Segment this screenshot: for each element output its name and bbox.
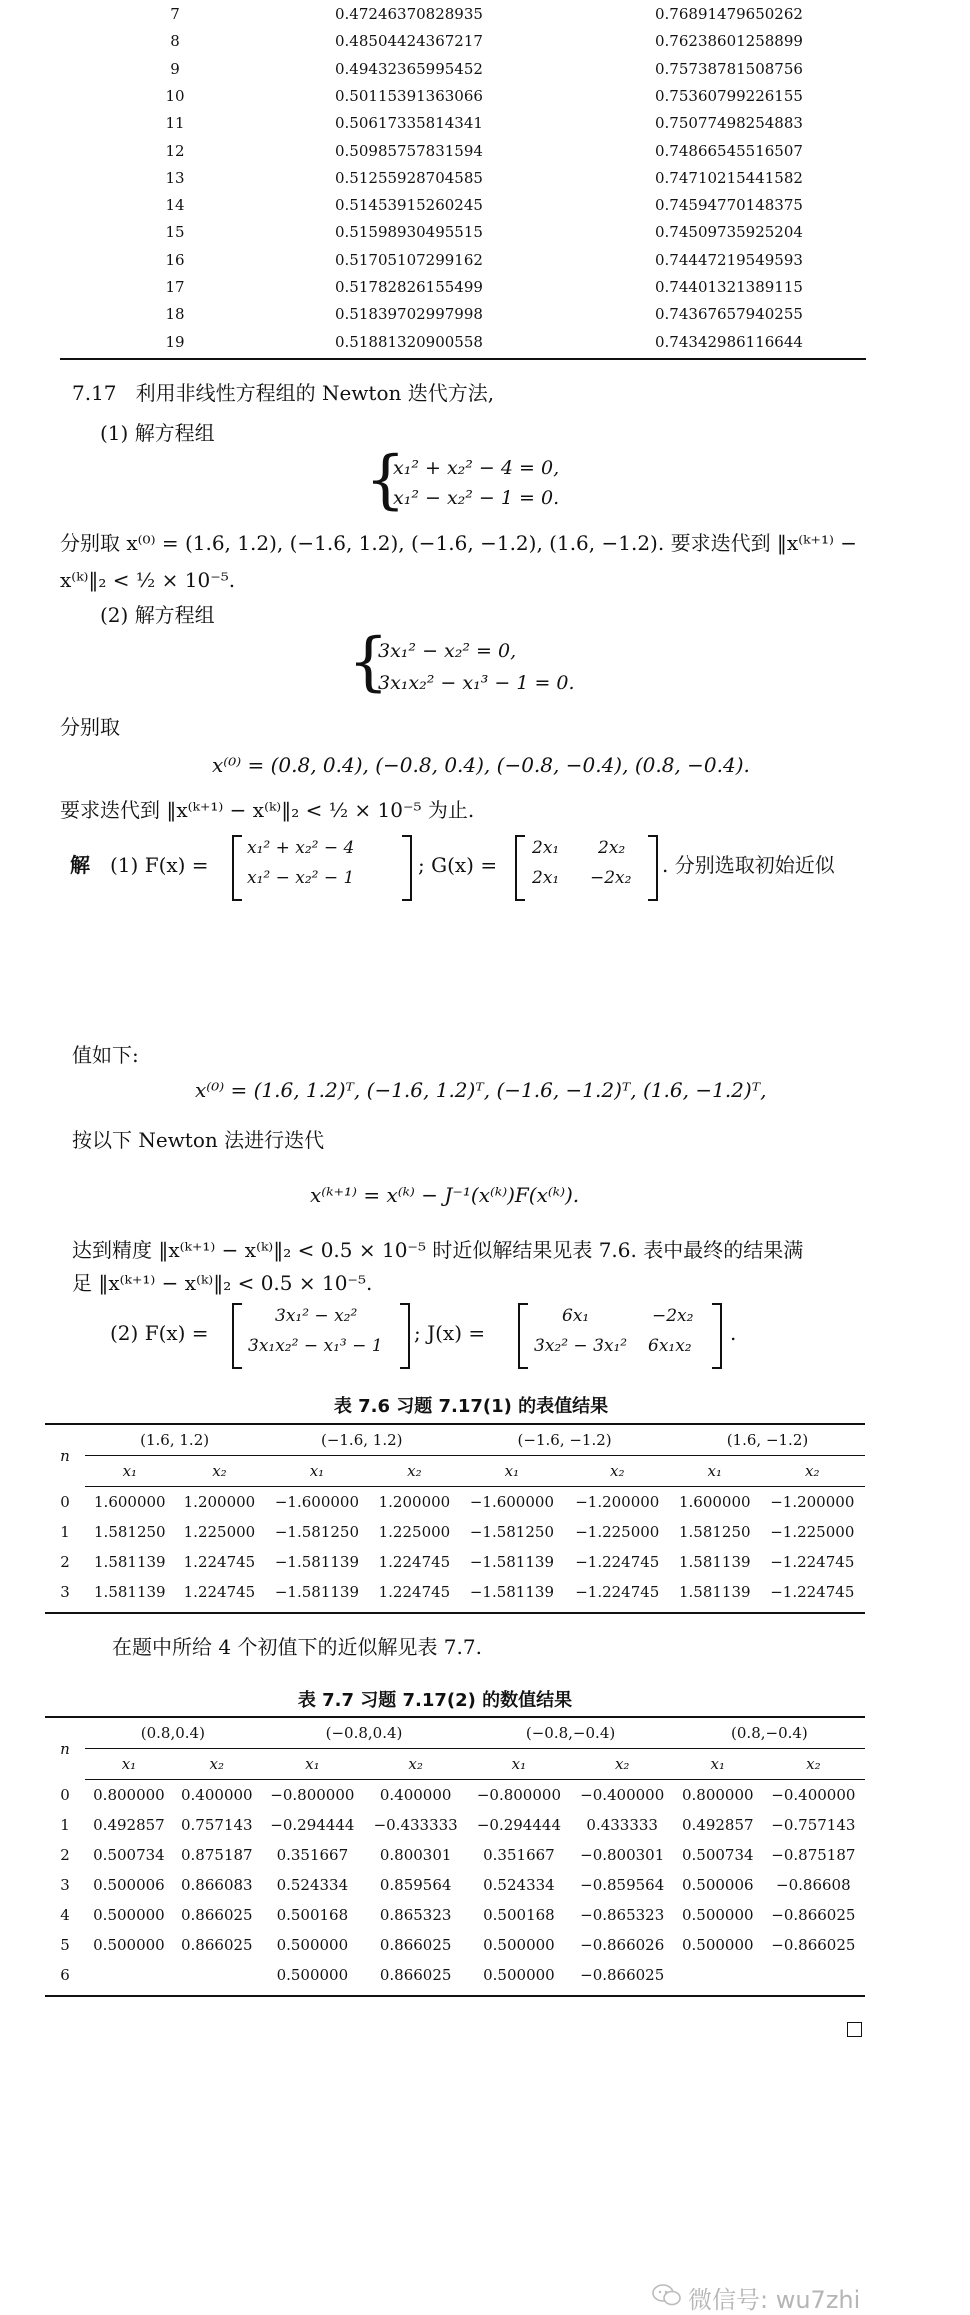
row-value: 0.74401321389115: [655, 278, 803, 296]
cell-value: −1.581139: [274, 1553, 359, 1571]
row-index: 3: [60, 1876, 70, 1894]
J-left-bracket: [518, 1303, 528, 1369]
cell-value: 0.433333: [586, 1816, 658, 1834]
cell-value: −0.294444: [476, 1816, 561, 1834]
row-index: 16: [165, 250, 185, 269]
row-index: 4: [60, 1906, 70, 1924]
row-value: 0.51705107299162: [335, 250, 483, 269]
row-value: 0.75077498254883: [655, 114, 803, 133]
row-value: 0.51255928704585: [335, 168, 483, 187]
cell-value: 0.500006: [93, 1876, 165, 1894]
cell-value: 0.859564: [379, 1876, 452, 1894]
J-r1c1: 6x₁: [562, 1306, 590, 1326]
cell-value: 0.500000: [276, 1966, 349, 1984]
cell-value: −1.581139: [469, 1553, 554, 1571]
cell-value: −1.224745: [770, 1583, 855, 1601]
part1-tolerance: x⁽ᵏ⁾‖₂ < ½ × 10⁻⁵.: [60, 568, 236, 592]
row-index: 3: [60, 1583, 70, 1601]
x2-header: x₂: [762, 1749, 865, 1780]
part1-suffix: . 分别选取初始近似: [662, 853, 835, 877]
G-r2c1: 2x₁: [532, 868, 560, 888]
row-value: 0.50985757831594: [335, 141, 483, 160]
part2-take: 分别取: [60, 715, 120, 739]
J-r1c2: −2x₂: [652, 1306, 694, 1326]
table-row: [60, 60, 900, 87]
cell-value: 0.875187: [181, 1846, 253, 1864]
cell-value: 0.400000: [379, 1786, 452, 1804]
cell-value: −0.800000: [476, 1786, 561, 1804]
row-index: 8: [170, 32, 180, 51]
F1-right-bracket: [402, 835, 412, 901]
cell-value: 0.524334: [483, 1876, 555, 1894]
table76-bottom-rule: [45, 1612, 865, 1614]
method-label: 按以下 Newton 法进行迭代: [72, 1128, 325, 1152]
row-value: 0.75738781508756: [655, 59, 803, 78]
G-r1c1: 2x₁: [532, 838, 560, 858]
cell-value: −0.433333: [373, 1816, 458, 1834]
row-index: 12: [165, 141, 185, 160]
G-r2c2: −2x₂: [590, 868, 632, 888]
cell-value: 0.800000: [681, 1786, 754, 1804]
cell-value: 0.500000: [483, 1936, 555, 1954]
cell-value: −1.200000: [575, 1493, 660, 1511]
table76-caption: 表 7.6 习题 7.17(1) 的表值结果: [333, 1396, 609, 1417]
row-index: 14: [165, 196, 185, 215]
cell-value: 0.500168: [276, 1906, 349, 1924]
F2-row2: 3x₁x₂² − x₁³ − 1: [248, 1336, 383, 1356]
system2-brace: {: [348, 625, 389, 699]
table77: [45, 1718, 865, 1990]
cell-value: 1.581250: [94, 1523, 166, 1541]
row-index: 0: [60, 1492, 70, 1511]
row-value: 0.75360799226155: [655, 86, 803, 105]
F1-row2: x₁² − x₂² − 1: [247, 868, 355, 888]
cell-value: −1.224745: [575, 1553, 660, 1571]
accuracy-line1: 达到精度 ‖x⁽ᵏ⁺¹⁾ − x⁽ᵏ⁾‖₂ < 0.5 × 10⁻⁵ 时近似解结果见表 7.6. 表中最终的结果满: [72, 1238, 804, 1262]
row-value: 0.74866545516507: [655, 141, 803, 160]
row-value: 0.74342986116644: [655, 332, 803, 351]
row-value: 0.50617335814341: [335, 114, 483, 133]
cell-value: −1.225000: [575, 1523, 660, 1541]
cell-value: −1.581250: [469, 1523, 554, 1541]
x1-header: x₁: [674, 1749, 762, 1780]
cell-value: −0.400000: [771, 1786, 856, 1804]
cell-value: 1.581139: [678, 1583, 751, 1601]
cell-value: 1.225000: [183, 1523, 256, 1541]
row-index: 7: [170, 5, 180, 23]
system2-eq1: 3x₁² − x₂² = 0,: [378, 640, 517, 662]
cell-value: −0.800000: [270, 1786, 355, 1804]
row-index: 1: [60, 1816, 70, 1834]
row-index: 10: [165, 86, 185, 105]
x1-header: x₁: [261, 1749, 364, 1780]
row-value: 0.76238601258899: [655, 32, 803, 51]
cell-value: −0.866025: [580, 1966, 665, 1984]
qed-box: [847, 2022, 862, 2037]
x2-header: x₂: [760, 1456, 865, 1487]
table77-caption: 表 7.7 习题 7.17(2) 的数值结果: [297, 1690, 573, 1711]
cell-value: 0.500000: [93, 1906, 165, 1924]
cell-value: −0.294444: [270, 1816, 355, 1834]
row-index: 1: [60, 1523, 70, 1541]
cell-value: 0.500734: [681, 1846, 754, 1864]
cell-value: 0.866025: [379, 1936, 452, 1954]
cell-value: −0.86608: [776, 1876, 851, 1894]
row-index: 6: [60, 1966, 70, 1984]
F1-row1: x₁² + x₂² − 4: [247, 838, 355, 858]
cell-value: −0.400000: [580, 1786, 665, 1804]
cell-value: [674, 1960, 762, 1990]
row-value: 0.76891479650262: [655, 5, 803, 23]
row-index: 11: [165, 114, 185, 133]
row-value: 0.74594770148375: [655, 196, 803, 215]
cell-value: 1.581139: [94, 1553, 166, 1571]
cell-value: 1.581250: [678, 1523, 751, 1541]
cell-value: −0.866025: [771, 1906, 856, 1924]
x1-header: x₁: [459, 1456, 564, 1487]
cell-value: −1.224745: [770, 1553, 855, 1571]
table-row: [45, 1780, 865, 1811]
cell-value: [173, 1960, 261, 1990]
table-row: [45, 1517, 865, 1547]
cell-value: 1.224745: [183, 1583, 256, 1601]
table-row: [45, 1960, 865, 1990]
table-row: [60, 333, 900, 360]
cell-value: −0.866026: [580, 1936, 665, 1954]
cell-value: 0.524334: [276, 1876, 349, 1894]
part1-F-prefix: (1) F(x) =: [110, 853, 209, 877]
row-value: 0.48504424367217: [335, 32, 483, 51]
cell-value: 0.865323: [379, 1906, 452, 1924]
row-index: 5: [60, 1936, 70, 1954]
cell-value: 0.500000: [681, 1936, 754, 1954]
row-index: 18: [165, 305, 185, 324]
G-prefix: ; G(x) =: [418, 853, 498, 877]
row-index: 2: [60, 1553, 70, 1571]
x2-header: x₂: [565, 1456, 670, 1487]
F1-left-bracket: [232, 835, 242, 901]
cell-value: −0.865323: [580, 1906, 665, 1924]
part2-label: (2) 解方程组: [100, 603, 215, 627]
x2-header: x₂: [173, 1749, 261, 1780]
x1-header: x₁: [670, 1456, 760, 1487]
cell-value: −1.600000: [274, 1493, 359, 1511]
row-index: 2: [60, 1846, 70, 1864]
table-row: [45, 1840, 865, 1870]
row-value: 0.47246370828935: [335, 5, 483, 23]
cell-value: −1.581139: [274, 1583, 359, 1601]
cell-value: 1.581139: [94, 1583, 166, 1601]
cell-value: 0.866025: [181, 1906, 253, 1924]
table-row: [60, 32, 900, 59]
cell-value: 1.200000: [183, 1493, 256, 1511]
initial-value-header: (0.8,0.4): [85, 1718, 261, 1749]
row-value: 0.51782826155499: [335, 278, 483, 296]
initial-value-header: (−1.6, 1.2): [264, 1425, 459, 1456]
row-value: 0.51453915260245: [335, 196, 483, 215]
G-right-bracket: [648, 835, 658, 901]
cell-value: −0.866025: [771, 1936, 856, 1954]
system1-eq2: x₁² − x₂² − 1 = 0.: [393, 487, 560, 509]
x2-header: x₂: [364, 1749, 467, 1780]
cell-value: −0.757143: [771, 1816, 856, 1834]
part2-suffix: .: [730, 1321, 737, 1345]
cell-value: 0.866025: [181, 1936, 253, 1954]
cell-value: −1.581250: [274, 1523, 359, 1541]
cell-value: 0.500000: [276, 1936, 349, 1954]
cell-value: −0.859564: [580, 1876, 665, 1894]
problem-title: 利用非线性方程组的 Newton 迭代方法,: [135, 381, 495, 405]
cell-value: 0.800000: [93, 1786, 165, 1804]
cell-value: 0.351667: [276, 1846, 349, 1864]
x2-header: x₂: [175, 1456, 265, 1487]
system1-eq1: x₁² + x₂² − 4 = 0,: [393, 457, 560, 479]
F2-row1: 3x₁² − x₂²: [275, 1306, 358, 1326]
table-row: [45, 1577, 865, 1607]
row-value: 0.74447219549593: [655, 250, 803, 269]
cell-value: 0.500000: [681, 1906, 754, 1924]
cell-value: −1.224745: [575, 1583, 660, 1601]
cell-value: 1.224745: [183, 1553, 256, 1571]
part2-F-prefix: (2) F(x) =: [110, 1321, 209, 1345]
x2-header: x₂: [571, 1749, 674, 1780]
table-row: [45, 1870, 865, 1900]
cell-value: 0.400000: [181, 1786, 253, 1804]
row-index: 9: [170, 59, 180, 78]
J-prefix: ; J(x) =: [414, 1321, 486, 1345]
initial-value-header: (0.8,−0.4): [674, 1718, 865, 1749]
problem-number: 7.17: [72, 381, 117, 405]
cell-value: 0.351667: [483, 1846, 555, 1864]
part1-initial: 分别取 x⁽⁰⁾ = (1.6, 1.2), (−1.6, 1.2), (−1.6, −1.2), (1.6, −1.2). 要求迭代到 ‖x⁽ᵏ⁺¹⁾ −: [60, 531, 858, 555]
cell-value: [762, 1960, 865, 1990]
table77-bottom-rule: [45, 1995, 865, 1997]
row-index: 13: [165, 168, 185, 187]
table-row: [45, 1547, 865, 1577]
table-row: [60, 278, 900, 305]
table-row: [60, 223, 900, 250]
row-index: 19: [165, 332, 185, 351]
table-row: [60, 114, 900, 141]
cell-value: 0.500168: [483, 1906, 555, 1924]
cell-value: 1.224745: [378, 1583, 451, 1601]
cell-value: −1.225000: [770, 1523, 855, 1541]
row-index: 17: [165, 278, 185, 296]
cell-value: −1.581139: [469, 1583, 554, 1601]
system1-brace: {: [365, 443, 406, 517]
table-row: [60, 196, 900, 223]
cell-value: 0.500000: [483, 1966, 555, 1984]
solution-label: 解: [70, 853, 90, 877]
x1-header: x₁: [264, 1456, 369, 1487]
cell-value: 1.225000: [378, 1523, 451, 1541]
row-value: 0.51839702997998: [335, 305, 483, 324]
table-row: [60, 251, 900, 278]
table-row: [45, 1930, 865, 1960]
row-index: 15: [165, 223, 185, 242]
part1-label: (1) 解方程组: [100, 421, 215, 445]
cell-value: 0.492857: [93, 1816, 165, 1834]
row-value: 0.74509735925204: [655, 223, 803, 242]
cell-value: [85, 1960, 173, 1990]
row-value: 0.51881320900558: [335, 332, 483, 351]
cell-value: 1.224745: [378, 1553, 451, 1571]
x1-header: x₁: [85, 1456, 175, 1487]
initial-value-header: (−1.6, −1.2): [459, 1425, 670, 1456]
part2-tolerance: 要求迭代到 ‖x⁽ᵏ⁺¹⁾ − x⁽ᵏ⁾‖₂ < ½ × 10⁻⁵ 为止.: [60, 798, 475, 822]
x1-header: x₁: [85, 1749, 173, 1780]
cell-value: −1.600000: [469, 1493, 554, 1511]
row-value: 0.50115391363066: [335, 86, 483, 105]
cell-value: 0.500734: [93, 1846, 165, 1864]
cell-value: 0.757143: [181, 1816, 253, 1834]
G-r1c2: 2x₂: [598, 838, 626, 858]
watermark-text: 微信号: wu7zhi: [688, 2286, 861, 2314]
part2-initial: x⁽⁰⁾ = (0.8, 0.4), (−0.8, 0.4), (−0.8, −0.4), (0.8, −0.4).: [212, 753, 750, 777]
table-row: [60, 305, 900, 332]
initial-values: x⁽⁰⁾ = (1.6, 1.2)ᵀ, (−1.6, 1.2)ᵀ, (−1.6, −1.2)ᵀ, (1.6, −1.2)ᵀ,: [195, 1078, 767, 1102]
table-row: [60, 87, 900, 114]
cell-value: 0.866025: [379, 1966, 452, 1984]
row-index: 0: [60, 1785, 70, 1804]
cell-value: −1.200000: [770, 1493, 855, 1511]
table-row: [60, 142, 900, 169]
accuracy-line2: 足 ‖x⁽ᵏ⁺¹⁾ − x⁽ᵏ⁾‖₂ < 0.5 × 10⁻⁵.: [72, 1271, 373, 1295]
G-left-bracket: [515, 835, 525, 901]
cell-value: 0.492857: [681, 1816, 754, 1834]
J-r2c1: 3x₂² − 3x₁²: [534, 1336, 628, 1356]
newton-formula: x⁽ᵏ⁺¹⁾ = x⁽ᵏ⁾ − J⁻¹(x⁽ᵏ⁾)F(x⁽ᵏ⁾).: [310, 1183, 580, 1207]
cell-value: 0.866083: [181, 1876, 253, 1894]
n-header: n: [60, 1446, 70, 1465]
system2-eq2: 3x₁x₂² − x₁³ − 1 = 0.: [378, 672, 575, 694]
initial-value-header: (−0.8,0.4): [261, 1718, 468, 1749]
J-r2c2: 6x₁x₂: [648, 1336, 692, 1356]
cell-value: 0.500006: [681, 1876, 754, 1894]
cell-value: 1.581139: [678, 1553, 751, 1571]
cell-value: 1.600000: [94, 1493, 166, 1511]
F2-right-bracket: [400, 1303, 410, 1369]
F2-left-bracket: [232, 1303, 242, 1369]
cell-value: 1.200000: [378, 1493, 451, 1511]
table77-intro: 在题中所给 4 个初值下的近似解见表 7.7.: [112, 1635, 482, 1659]
table76: [45, 1425, 865, 1607]
table-row: [45, 1487, 865, 1518]
row-value: 0.51598930495515: [335, 223, 483, 242]
row-value: 0.74710215441582: [655, 168, 803, 187]
x1-header: x₁: [467, 1749, 570, 1780]
initial-value-header: (−0.8,−0.4): [467, 1718, 674, 1749]
initial-value-header: (1.6, −1.2): [670, 1425, 865, 1456]
table-bottom-rule: [60, 358, 866, 360]
table-row: [60, 169, 900, 196]
J-right-bracket: [712, 1303, 722, 1369]
n-header: n: [60, 1739, 70, 1758]
values-label: 值如下:: [72, 1043, 139, 1067]
problem-heading: [72, 378, 494, 408]
table-row: [45, 1900, 865, 1930]
wechat-icon: [652, 2283, 682, 2307]
table-row: [60, 5, 900, 32]
cell-value: −0.800301: [580, 1846, 665, 1864]
cell-value: 0.800301: [379, 1846, 452, 1864]
row-value: 0.49432365995452: [335, 59, 483, 78]
initial-value-header: (1.6, 1.2): [85, 1425, 264, 1456]
cell-value: −0.875187: [771, 1846, 856, 1864]
x2-header: x₂: [370, 1456, 460, 1487]
table-row: [45, 1810, 865, 1840]
cell-value: 0.500000: [93, 1936, 165, 1954]
row-value: 0.74367657940255: [655, 305, 803, 324]
cell-value: 1.600000: [678, 1493, 751, 1511]
